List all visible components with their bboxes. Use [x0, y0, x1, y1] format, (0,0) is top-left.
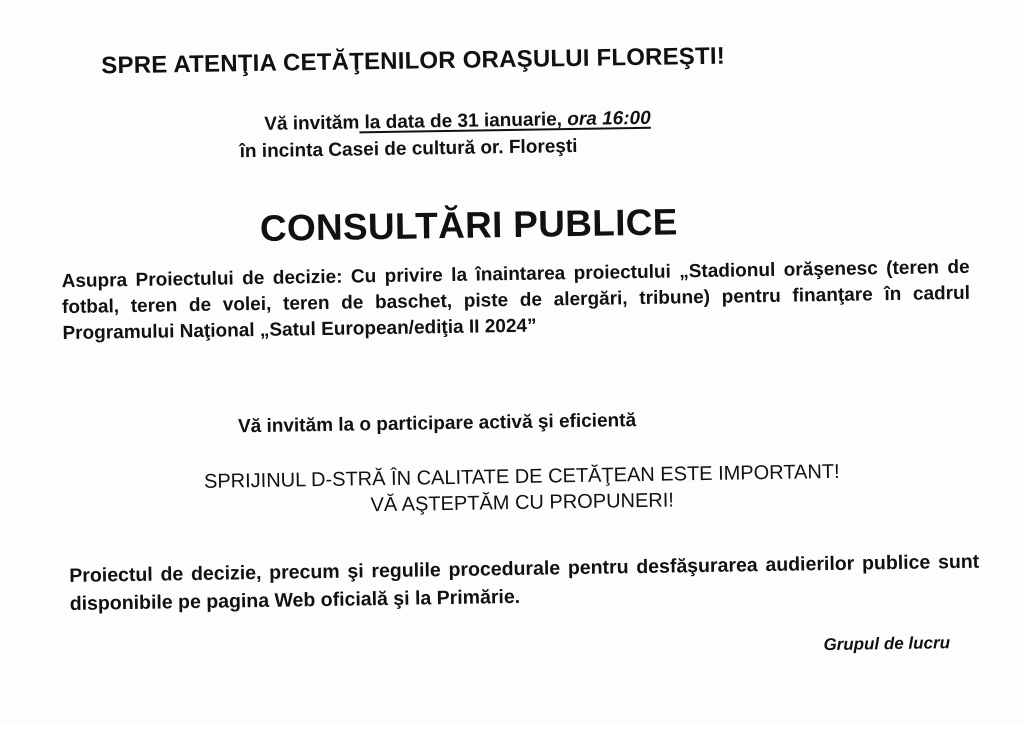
- invitation-date: la data de 31 ianuarie, ora 16:00: [359, 107, 651, 134]
- venue-line: în incinta Casei de cultură or. Floreşti: [239, 135, 578, 163]
- support-line-2: VĂ AŞTEPTĂM CU PROPUNERI!: [370, 489, 675, 517]
- support-message: [102, 457, 943, 522]
- availability-paragraph: Proiectul de decizie, precum şi regulile procedurale pentru desfăşurarea audierilor publice sunt disponibile pe pagina Web oficială şi la Primărie.: [69, 550, 980, 615]
- main-heading: CONSULTĂRI PUBLICE: [259, 201, 679, 249]
- support-line-1: SPRIJINUL D-STRĂ ÎN CALITATE DE CETĂŢEAN ESTE IMPORTANT!: [203, 460, 840, 493]
- project-description: Asupra Proiectului de decizie: Cu privire la înaintarea proiectului „Stadionul orăşenesc (teren de fotbal, teren de volei, teren de baschet, piste de alergări, tribune) pentru finanţare în cadrul Programului Naţional „Satul European/ediţia II 2024”: [61, 256, 971, 345]
- invitation-time: ora 16:00: [561, 107, 651, 131]
- participation-invitation: Vă invităm la o participare activă şi eficientă: [237, 410, 637, 438]
- signature: Grupul de lucru: [823, 633, 951, 655]
- invitation-date-line: [264, 108, 651, 136]
- notice-title: SPRE ATENŢIA CETĂŢENILOR ORAŞULUI FLOREŞTI!: [101, 42, 726, 80]
- invitation-prefix: Vă invităm: [264, 112, 360, 135]
